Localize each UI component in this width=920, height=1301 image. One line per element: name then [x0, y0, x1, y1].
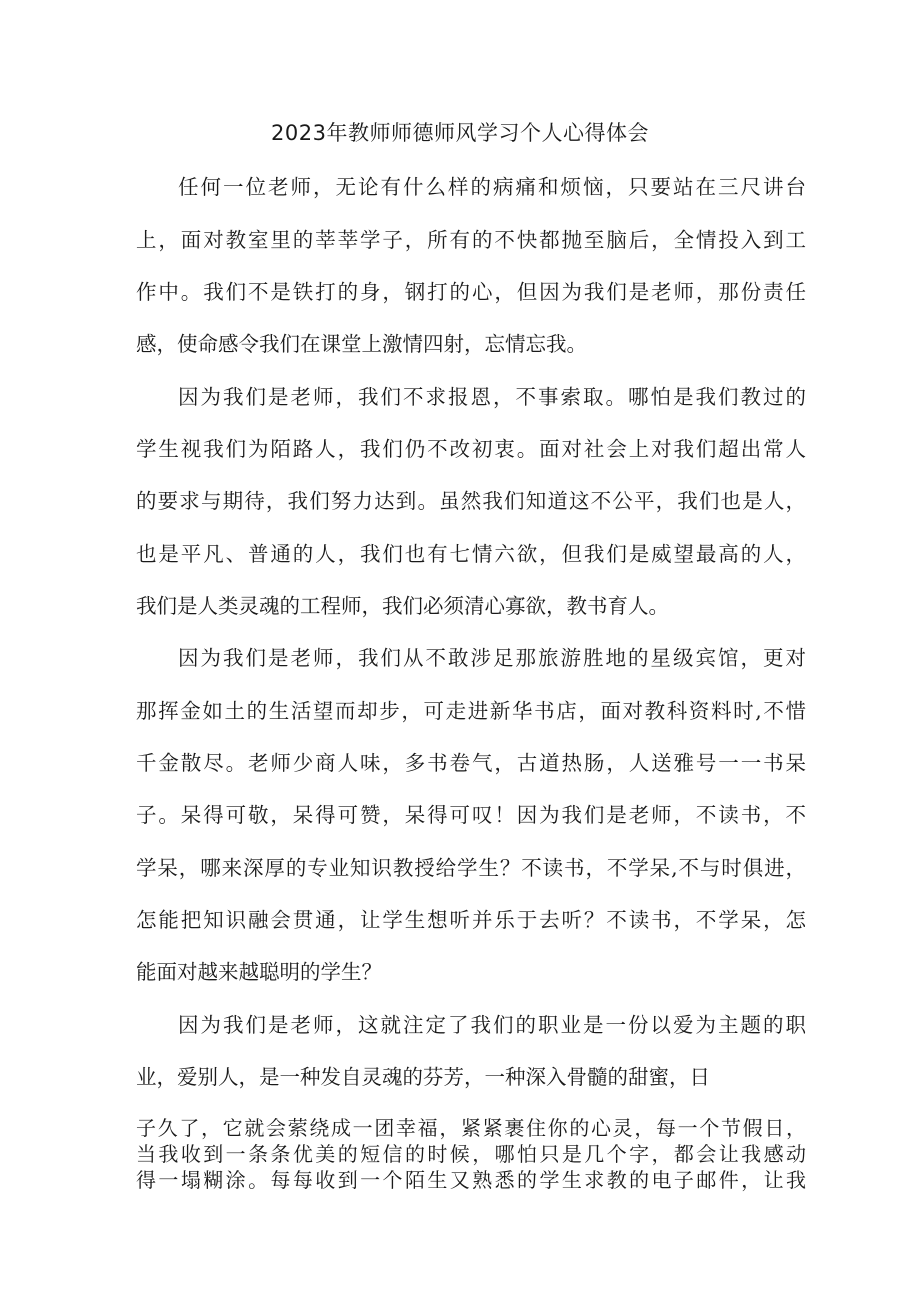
- paragraph-line: 业，爱别人，是一种发自灵魂的芬芳，一种深入骨髓的甜蜜，日: [136, 1065, 710, 1089]
- paragraph-line: 学生视我们为陌路人，我们仍不改初衷。面对社会上对我们超出常人: [136, 437, 806, 461]
- paragraph-line: 学呆，哪来深厚的专业知识教授给学生？不读书，不学呆,不与时俱进，: [136, 856, 806, 880]
- paragraph-line: 子。呆得可敬，呆得可赞，呆得可叹！因为我们是老师，不读书，不: [136, 803, 806, 827]
- paragraph-line: 任何一位老师，无论有什么样的病痛和烦恼，只要站在三尺讲台: [178, 175, 806, 199]
- paragraph-line: 作中。我们不是铁打的身，钢打的心，但因为我们是老师，那份责任: [136, 280, 806, 304]
- paragraph-line: 因为我们是老师，我们不求报恩，不事索取。哪怕是我们教过的: [178, 385, 806, 409]
- paragraph-line: 感，使命感令我们在课堂上激情四射，忘情忘我。: [136, 332, 587, 356]
- document-title: 2023年教师师德师风学习个人心得体会: [271, 121, 649, 145]
- paragraph-line: 因为我们是老师，这就注定了我们的职业是一份以爱为主题的职: [178, 1013, 806, 1037]
- paragraph-line: 怎能把知识融会贯通，让学生想听并乐于去听？不读书，不学呆，怎: [136, 908, 806, 932]
- paragraph-line: 那挥金如土的生活望而却步，可走进新华书店，面对教科资料时,不惜: [136, 699, 806, 723]
- paragraph-line: 因为我们是老师，我们从不敢涉足那旅游胜地的星级宾馆，更对: [178, 646, 806, 670]
- paragraph-line: 能面对越来越聪明的学生？: [136, 960, 382, 984]
- paragraph-line: 千金散尽。老师少商人味，多书卷气，古道热肠，人送雅号一一书呆: [136, 751, 806, 775]
- paragraph-line: 也是平凡、普通的人，我们也有七情六欲，但我们是威望最高的人，: [136, 542, 806, 566]
- paragraph-line: 子久了，它就会萦绕成一团幸福，紧紧裹住你的心灵，每一个节假日，: [136, 1116, 806, 1140]
- paragraph-line: 的要求与期待，我们努力达到。虽然我们知道这不公平，我们也是人，: [136, 489, 806, 513]
- paragraph-line: 当我收到一条条优美的短信的时候，哪怕只是几个字，都会让我感动: [136, 1142, 806, 1166]
- paragraph-line: 我们是人类灵魂的工程师，我们必须清心寡欲，教书育人。: [136, 594, 669, 618]
- paragraph-line: 上，面对教室里的莘莘学子，所有的不快都抛至脑后，全情投入到工: [136, 228, 806, 252]
- paragraph-line: 得一塌糊涂。每每收到一个陌生又熟悉的学生求教的电子邮件，让我: [136, 1168, 806, 1192]
